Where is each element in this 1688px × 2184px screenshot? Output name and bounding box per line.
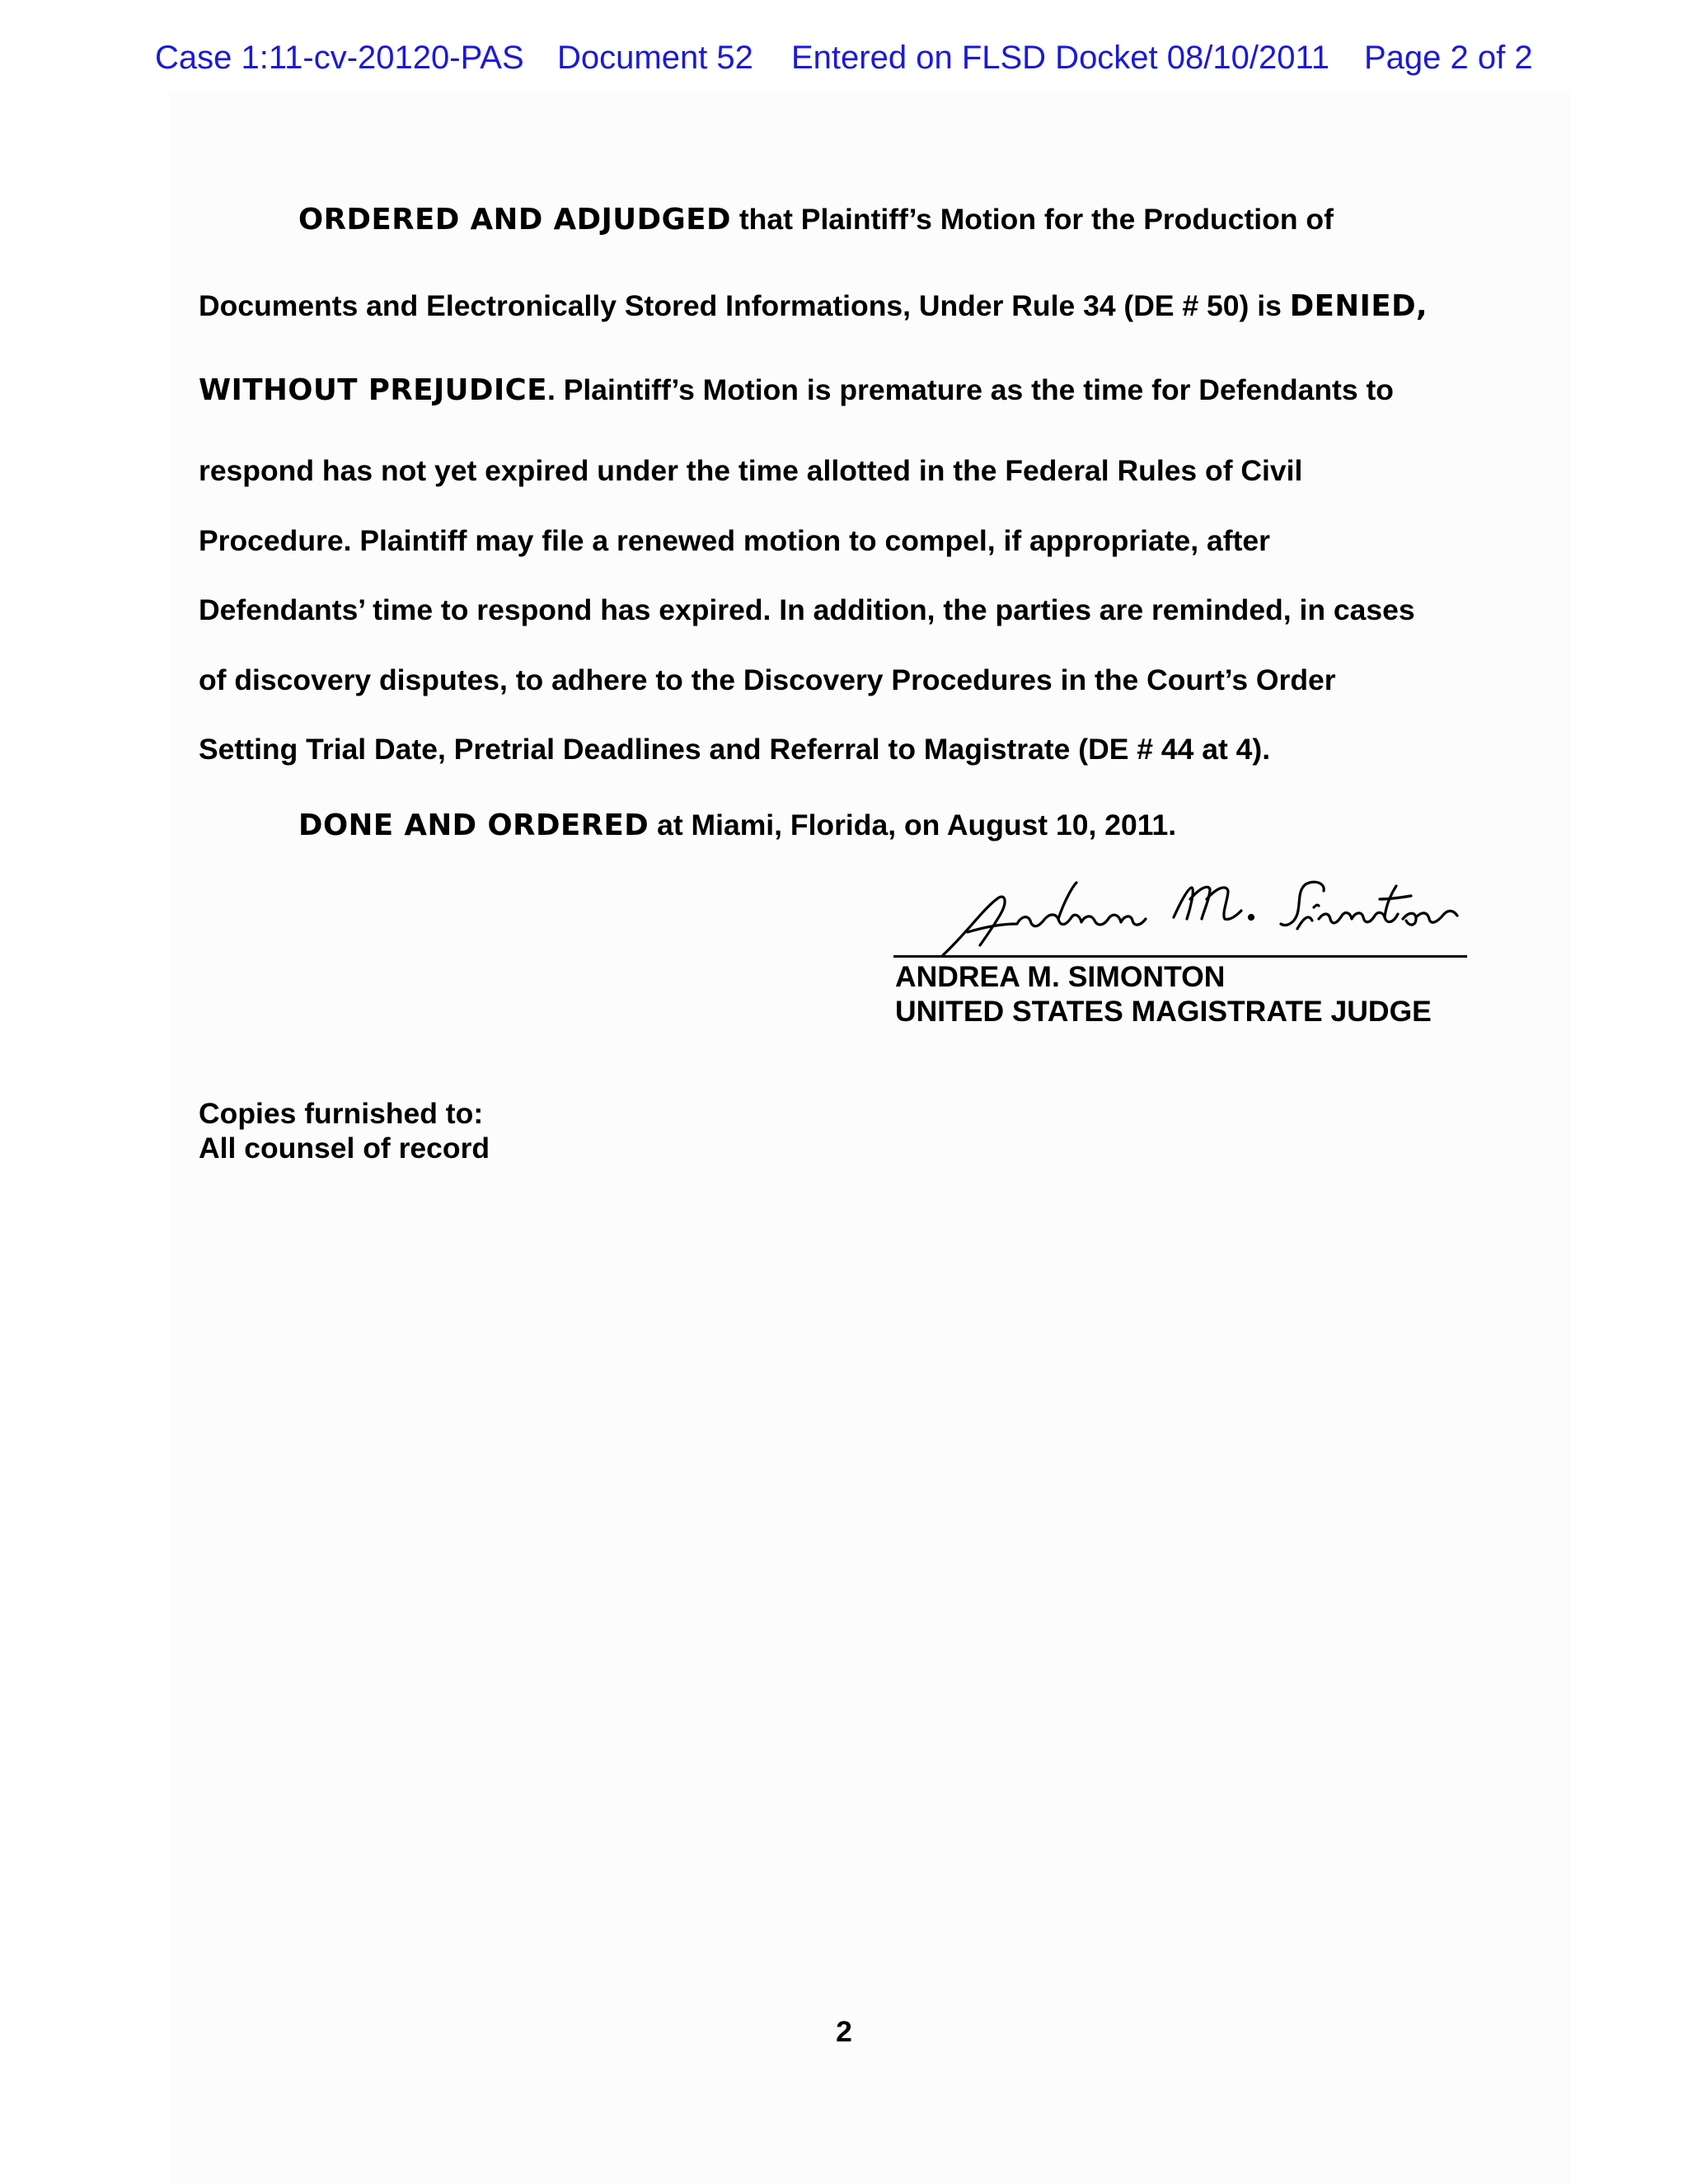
copies-recipients: All counsel of record: [199, 1132, 490, 1165]
without-prejudice-label: WITHOUT PREJUDICE: [199, 373, 547, 407]
signature-block: [893, 878, 1470, 1043]
docket-entry-date: Entered on FLSD Docket 08/10/2011: [791, 40, 1330, 76]
signature-line: [893, 955, 1467, 958]
ordered-and-adjudged-heading: ORDERED AND ADJUDGED: [298, 203, 731, 237]
order-line-1: ORDERED AND ADJUDGED that Plaintiff’s Motion for the Production of: [298, 203, 1334, 237]
handwritten-signature: [935, 866, 1470, 965]
order-line-3: WITHOUT PREJUDICE. Plaintiff’s Motion is premature as the time for Defendants to: [199, 373, 1394, 407]
order-line-6: Defendants’ time to respond has expired. In addition, the parties are reminded, in cases: [199, 593, 1415, 626]
order-line-5: Procedure. Plaintiff may file a renewed motion to compel, if appropriate, after: [199, 524, 1270, 557]
order-line-8: Setting Trial Date, Pretrial Deadlines and Referral to Magistrate (DE # 44 at 4).: [199, 733, 1271, 766]
order-line-4: respond has not yet expired under the time allotted in the Federal Rules of Civil: [199, 454, 1303, 487]
judge-name: ANDREA M. SIMONTON: [895, 960, 1226, 993]
document-number: Document 52: [557, 40, 753, 76]
done-and-ordered-line: DONE AND ORDERED at Miami, Florida, on August 10, 2011.: [298, 808, 1177, 842]
order-line-2: Documents and Electronically Stored Informations, Under Rule 34 (DE # 50) is DENIED,: [199, 289, 1428, 323]
copies-furnished-label: Copies furnished to:: [199, 1097, 484, 1130]
done-and-ordered-heading: DONE AND ORDERED: [298, 808, 649, 842]
order-line-7: of discovery disputes, to adhere to the Discovery Procedures in the Court’s Order: [199, 663, 1336, 696]
denied-label: DENIED,: [1289, 289, 1428, 323]
page-count: Page 2 of 2: [1364, 40, 1533, 76]
judge-title: UNITED STATES MAGISTRATE JUDGE: [895, 995, 1432, 1028]
page-number: 2: [836, 2015, 852, 2048]
copies-furnished: [199, 1096, 490, 1165]
case-number: Case 1:11-cv-20120-PAS: [155, 40, 524, 76]
